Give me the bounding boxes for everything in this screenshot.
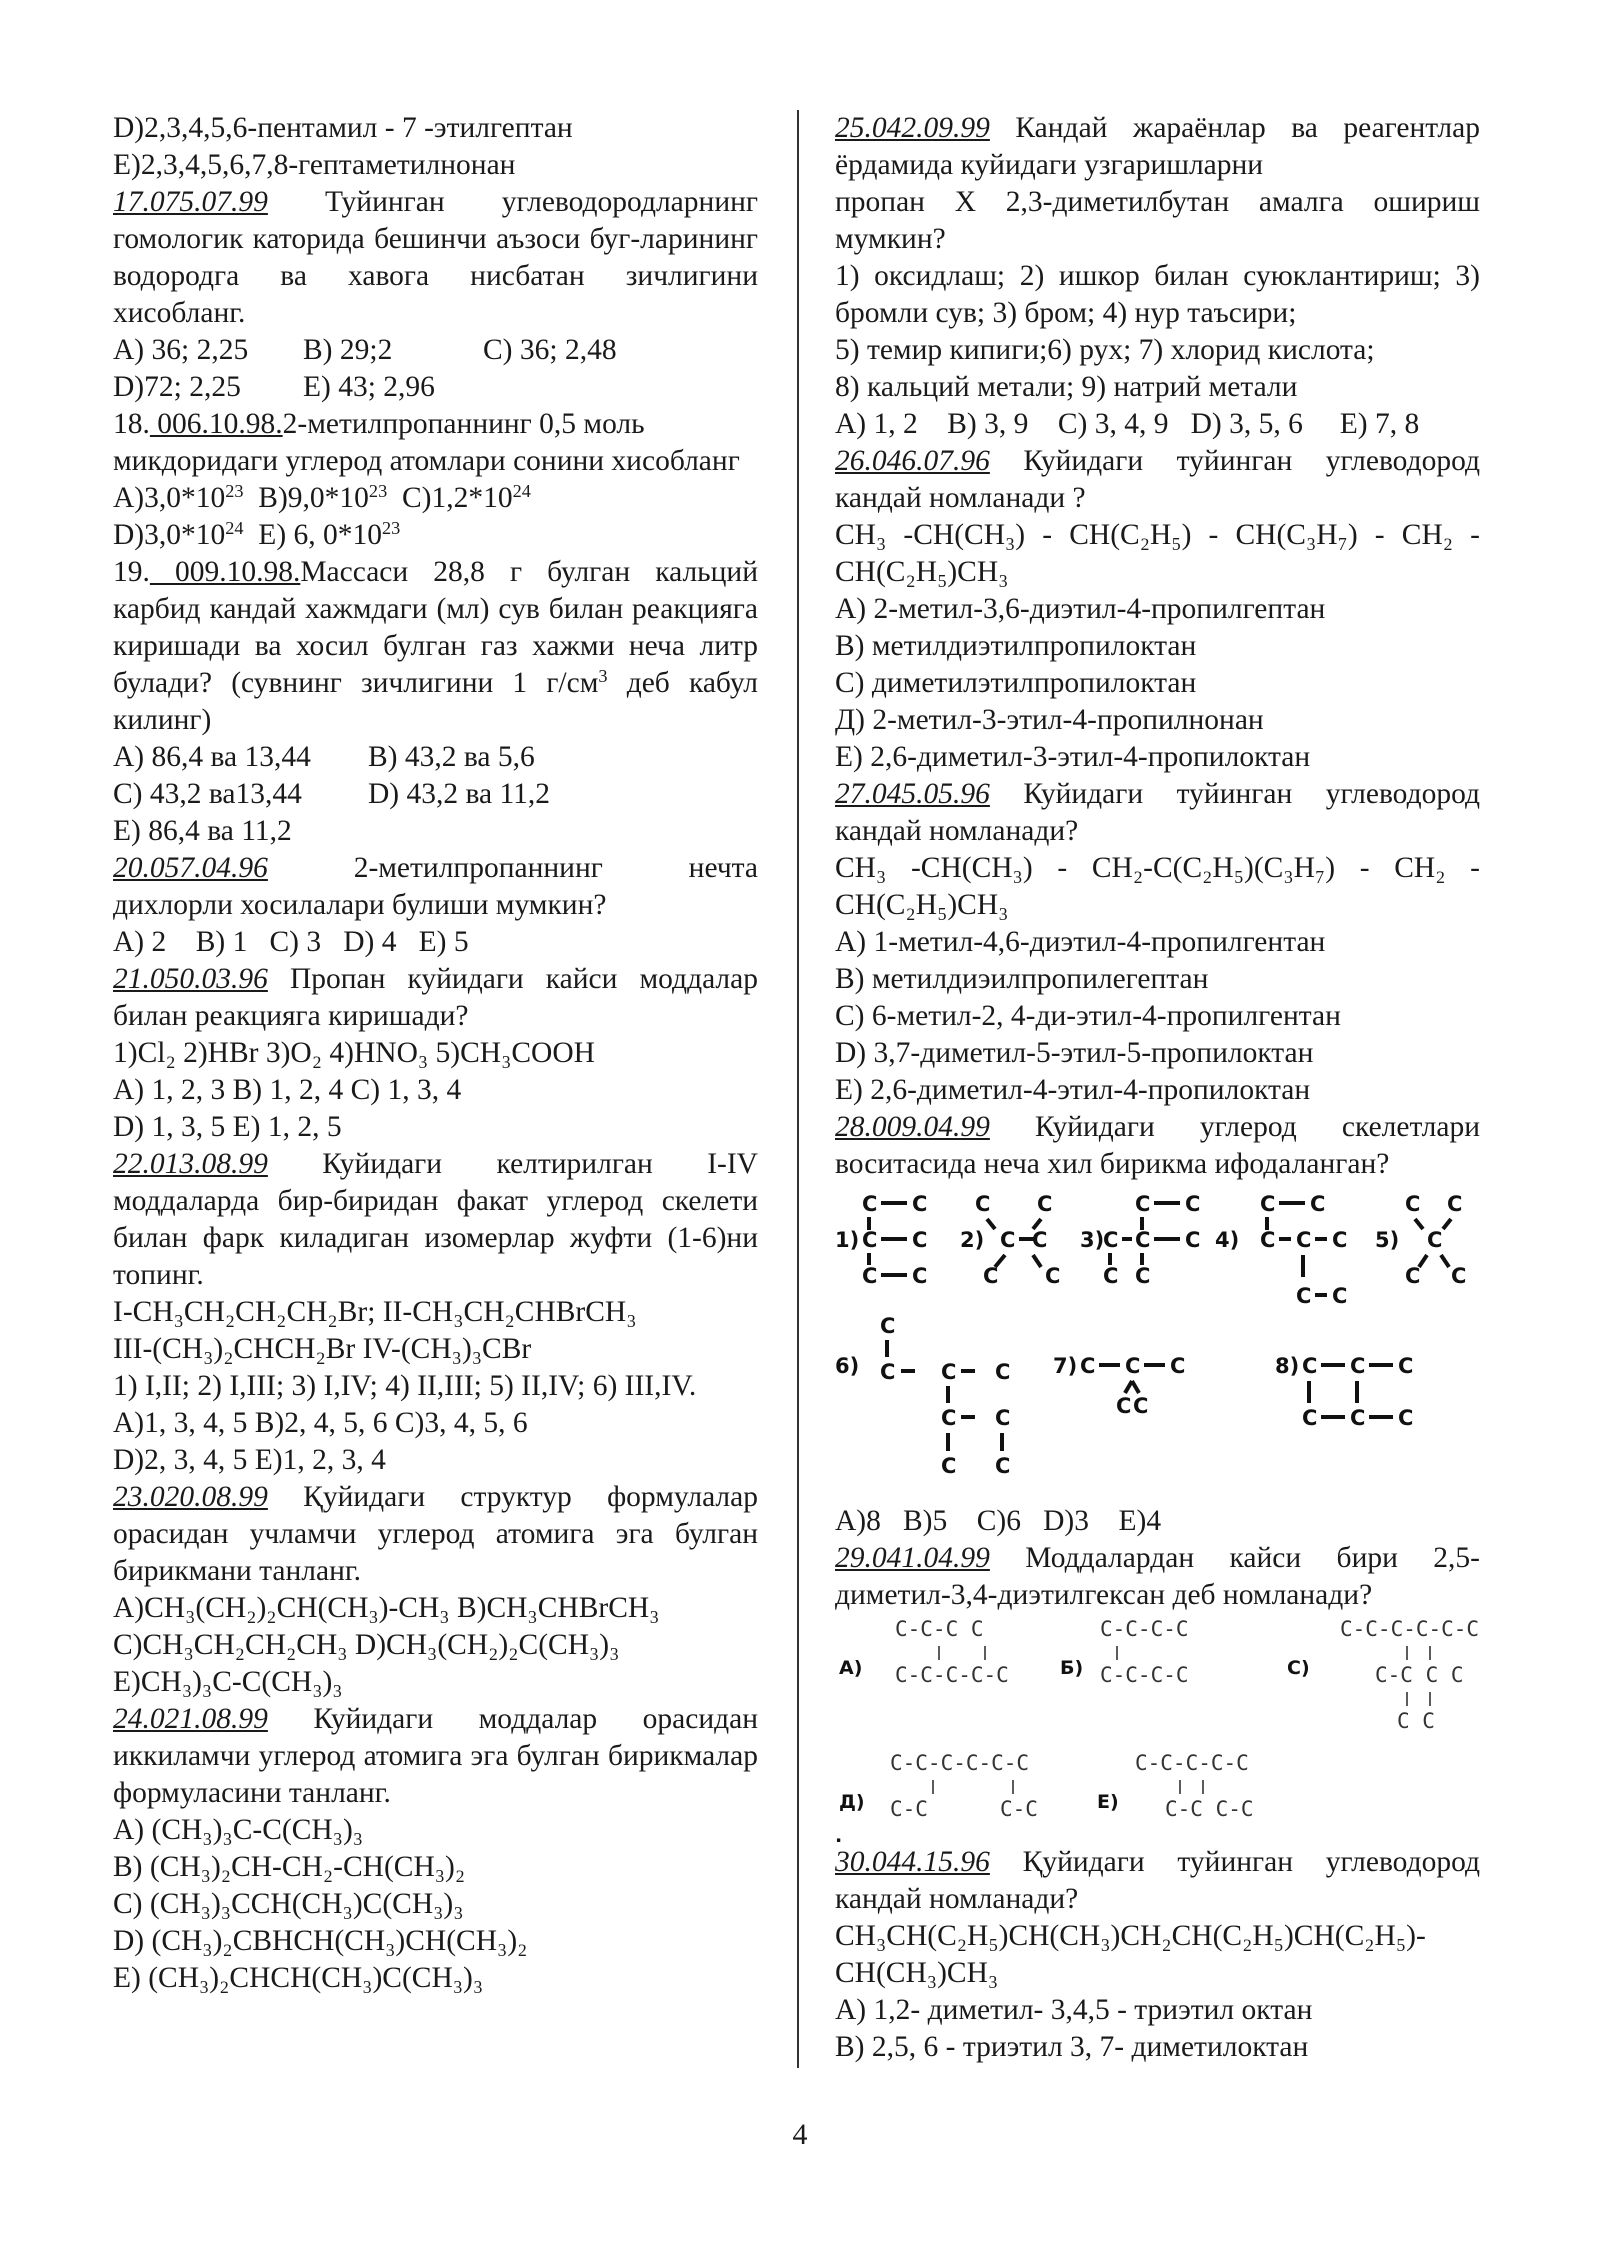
answer-a: A) (CH₃)₃C-C(CH₃)₃ [113, 1814, 364, 1846]
answer-b: B)9,0*10 [258, 482, 369, 514]
carbon-atom: C [1427, 1228, 1443, 1252]
answer-d: D) 3,7-диметил-5-этил-5-пропилоктан [835, 1037, 1314, 1069]
skeleton-label: 1) [835, 1228, 860, 1252]
skeleton-label: 6) [835, 1354, 860, 1378]
carbon-atom: C [941, 1406, 957, 1430]
answer-b: B) 43,2 ва 5,6 [368, 741, 535, 773]
answer-line: A)1, 3, 4, 5 B)2, 4, 5, 6 C)3, 4, 5, 6 [113, 1407, 528, 1439]
carbon-atom: C [1302, 1406, 1318, 1430]
answer-c: C) диметилэтилпропилоктан [835, 667, 1197, 699]
carbon-atom: C [1332, 1228, 1348, 1252]
answer-d: D)3,0*10 [113, 519, 226, 551]
question-23 [113, 1479, 758, 1590]
carbon-atom: C [941, 1454, 957, 1478]
answer-a: A) 1,2- диметил- 3,4,5 - триэтил октан [835, 1994, 1313, 2026]
carbon-atom: C [862, 1228, 878, 1252]
carbon-atom: C [1302, 1354, 1318, 1378]
carbon-chain: C C [1397, 1709, 1435, 1733]
question-text: Моддалардан кайси бири 2,5-диметил-3,4-диэтилгексан деб номланади? [835, 1542, 1480, 1611]
carbon-atom: C [1310, 1192, 1326, 1216]
question-text: 2-метилпропаннинг нечта дихлорли хосилалари булиши мумкин? [113, 852, 766, 921]
structure-options-figure [835, 1614, 1480, 1844]
answer-e: E) 43; 2,96 [303, 371, 435, 403]
answer-line [113, 369, 758, 406]
right-column [835, 110, 1480, 2066]
answer-b: B) (CH₃)₂CH-CH₂-CH(CH₃)₂ [113, 1851, 466, 1883]
question-text-end: деб кабул килинг) [113, 667, 758, 736]
question-17 [113, 184, 758, 332]
carbon-atom: C [1185, 1192, 1201, 1216]
answer-line: C)CH₃CH₂CH₂CH₃ D)CH₃(CH₂)₂C(CH₃)₃ [113, 1629, 620, 1661]
carbon-atom: C [1350, 1354, 1366, 1378]
question-text: 2-метилпропаннинг 0,5 моль микдоридаги углерод атомлари сонини хисобланг [113, 408, 740, 477]
skeleton-label: 8) [1275, 1354, 1300, 1378]
formula-line: CH₃CH(C₂H₅)CH(CH₃)CH₂CH(C₂H₅)CH(C₂H₅)-CH(CH₃)CH₃ [835, 1920, 1426, 1989]
carbon-atom: C [1296, 1228, 1312, 1252]
page-number: 4 [792, 2118, 808, 2151]
question-code: 25.042.09.99 [835, 112, 990, 144]
options-line: 1) оксидлаш; 2) ишкор билан суюклантириш; 3) бромли сув; 3) бром; 4) нур таъсири; [835, 260, 1480, 329]
carbon-atom: C [1032, 1228, 1048, 1252]
carbon-atom: C [880, 1360, 896, 1384]
answer-c: C) 6-метил-2, 4-ди-этил-4-пропилгентан [835, 1000, 1341, 1032]
carbon-chain: C-C-C C [895, 1617, 984, 1641]
question-text: Қуйидаги структур формулалар орасидан учламчи углерод атомига эга булган бирикмани танланг. [113, 1481, 758, 1587]
question-25 [835, 110, 1480, 184]
question-text: Куйидаги туйинган углеводород кандай номланади ? [835, 445, 1480, 514]
answer-line [113, 517, 758, 554]
formula-line: CH₃ -CH(CH₃) - CH(C₂H₅) - CH(C₃H₇) - CH₂ - CH(C₂H₅)CH₃ [835, 519, 1480, 588]
carbon-chain: C-C-C-C-C-C [890, 1751, 1030, 1775]
exponent: 23 [368, 480, 388, 501]
skeleton-label: 2) [960, 1228, 985, 1252]
carbon-atom: C [941, 1360, 957, 1384]
carbon-atom: C [1296, 1284, 1312, 1308]
carbon-chain: C-C [1000, 1797, 1038, 1821]
question-28 [835, 1109, 1480, 1183]
carbon-chain: C-C-C-C-C-C [1340, 1617, 1480, 1641]
carbon-chain: C-C-C-C-C [895, 1663, 1009, 1687]
answer-a: A) 86,4 ва 13,44 [113, 741, 311, 773]
question-text: Куйидаги туйинган углеводород кандай номланади? [835, 778, 1480, 847]
answer-d: Д) 2-метил-3-этил-4-пропилнонан [835, 704, 1264, 736]
carbon-atom: C [1000, 1228, 1016, 1252]
skeleton-label: 7) [1053, 1354, 1078, 1378]
carbon-atom: C [995, 1454, 1011, 1478]
carbon-skeletons-figure [835, 1183, 1480, 1503]
carbon-atom: C [1045, 1264, 1061, 1288]
answer-line: A) 2 B) 1 C) 3 D) 4 E) 5 [113, 926, 469, 958]
carbon-chain: C-C C-C [1165, 1797, 1254, 1821]
carbon-atom: C [1135, 1192, 1151, 1216]
answer-line: E)CH₃)₃C-C(CH₃)₃ [113, 1666, 343, 1698]
answer-b: B) 2,5, 6 - триэтил 3, 7- диметилоктан [835, 2031, 1309, 2063]
answer-d: D)72; 2,25 [113, 371, 241, 403]
question-21 [113, 961, 758, 1035]
question-code: 26.046.07.96 [835, 445, 990, 477]
answer-e: E) (CH₃)₂CHCH(CH₃)C(CH₃)₃ [113, 1962, 484, 1994]
question-18 [113, 406, 758, 480]
carbon-atom: C [1405, 1192, 1421, 1216]
carbon-atom: C [1350, 1406, 1366, 1430]
question-29 [835, 1540, 1480, 1614]
carbon-atom: C [1080, 1354, 1096, 1378]
formula-line: CH₃ -CH(CH₃) - CH₂-C(C₂H₅)(C₃H₇) - CH₂ - CH(C₂H₅)CH₃ [835, 852, 1480, 921]
carbon-atom: C [995, 1360, 1011, 1384]
option-label: E) [1097, 1791, 1119, 1813]
question-text: Қуйидаги туйинган углеводород кандай номланади? [835, 1846, 1480, 1915]
carbon-atom: C [1405, 1264, 1421, 1288]
answer-c: C) (CH₃)₃CCH(CH₃)C(CH₃)₃ [113, 1888, 464, 1920]
carbon-atom: C [1398, 1406, 1414, 1430]
question-text: Массаси 28,8 г булган кальций карбид кандай хажмдаги (мл) сув билан реакцияга киришади ва хосил булган газ хажми неча литр булади? (сувнинг зичлигини 1 г/см [113, 556, 759, 699]
question-22 [113, 1146, 758, 1294]
question-number: 19. [113, 556, 150, 588]
question-code: 29.041.04.99 [835, 1542, 990, 1574]
question-code: 009.10.98. [149, 556, 301, 588]
question-24 [113, 1701, 758, 1812]
question-number: 18. [113, 408, 150, 440]
question-code: 30.044.15.96 [835, 1846, 990, 1878]
option-label: C) [1287, 1657, 1310, 1679]
skeleton-label: 5) [1375, 1228, 1400, 1252]
answer-line [113, 332, 758, 369]
question-30 [835, 1844, 1480, 1918]
carbon-chain: C-C C C [1375, 1663, 1464, 1687]
answer-b: B) метилдиэтилпропилоктан [835, 630, 1197, 662]
question-text: Куйидаги моддалар орасидан иккиламчи углерод атомига эга булган бирикмалар формуласини танланг. [113, 1703, 758, 1809]
question-code: 27.045.05.96 [835, 778, 990, 810]
question-code: 24.021.08.99 [113, 1703, 268, 1735]
option-label: A) [839, 1657, 863, 1679]
answer-line: E) 86,4 ва 11,2 [113, 815, 292, 847]
options-line: 5) темир кипиги;6) рух; 7) хлорид кислота; [835, 334, 1375, 366]
exponent: 24 [225, 517, 244, 538]
carbon-atom: C [1398, 1354, 1414, 1378]
carbon-chain: C-C-C-C [1100, 1663, 1189, 1687]
options-line: 8) кальций метали; 9) натрий метали [835, 371, 1298, 403]
answer-a: A) 1-метил-4,6-диэтил-4-пропилгентан [835, 926, 1326, 958]
question-text: Куйидаги келтирилган I-IV моддаларда бир-биридан факат углерод скелети билан фарк киладиган изомерлар жуфти (1-6)ни топинг. [113, 1148, 758, 1291]
carbon-chain: C-C-C-C [1100, 1617, 1189, 1641]
question-27 [835, 776, 1480, 850]
pairs-line: 1) I,II; 2) I,III; 3) I,IV; 4) II,III; 5) II,IV; 6) III,IV. [113, 1370, 697, 1402]
carbon-atom: C [995, 1406, 1011, 1430]
option-line: E)2,3,4,5,6,7,8-гептаметилнонан [113, 149, 516, 181]
question-code: 28.009.04.99 [835, 1111, 990, 1143]
carbon-atom: C [1451, 1264, 1467, 1288]
carbon-atom: C [1260, 1228, 1276, 1252]
carbon-atom: C [983, 1264, 999, 1288]
skeleton-label: 4) [1215, 1228, 1240, 1252]
formula-line: I-CH₃CH₂CH₂CH₂Br; II-CH₃CH₂CHBrCH₃ [113, 1296, 637, 1328]
question-text: Куйидаги углерод скелетлари воситасида неча хил бирикма ифодаланган? [835, 1111, 1480, 1180]
exponent: 24 [512, 480, 531, 501]
question-code: 17.075.07.99 [113, 186, 268, 218]
left-column [113, 110, 766, 1997]
question-text-line: пропан X 2,3-диметилбутан амалга ошириш мумкин? [835, 186, 1480, 255]
answer-e: E) 2,6-диметил-3-этил-4-пропилоктан [835, 741, 1311, 773]
question-code: 21.050.03.96 [113, 963, 268, 995]
carbon-chain: C-C [890, 1797, 928, 1821]
carbon-atom: C [1185, 1228, 1201, 1252]
carbon-atom: C [880, 1314, 896, 1338]
answer-line [113, 739, 758, 776]
carbon-atom: C [912, 1264, 928, 1288]
question-code: 006.10.98. [149, 408, 283, 440]
answer-line: D) 1, 3, 5 E) 1, 2, 5 [113, 1111, 342, 1143]
formula-line: III-(CH₃)₂CHCH₂Br IV-(CH₃)₃CBr [113, 1333, 532, 1365]
exponent: 3 [598, 665, 608, 686]
carbon-atom: C [1125, 1354, 1141, 1378]
answer-d: D) (CH₃)₂CBHCH(CH₃)CH(CH₃)₂ [113, 1925, 528, 1957]
exponent: 23 [382, 517, 401, 538]
question-code: 20.057.04.96 [113, 852, 268, 884]
carbon-atom: C [862, 1192, 878, 1216]
stray-dot: . [835, 1825, 843, 1844]
carbon-atom: C [1116, 1394, 1132, 1418]
answer-line [113, 480, 758, 517]
question-26 [835, 443, 1480, 517]
question-19 [113, 554, 758, 739]
answer-line: D)2, 3, 4, 5 E)1, 2, 3, 4 [113, 1444, 386, 1476]
carbon-atom: C [1170, 1354, 1186, 1378]
option-label: Б) [1060, 1657, 1084, 1679]
option-line: D)2,3,4,5,6-пентамил - 7 -этилгептан [113, 112, 573, 144]
carbon-atom: C [862, 1264, 878, 1288]
carbon-chain: C-C-C-C-C [1135, 1751, 1249, 1775]
question-text: Пропан куйидаги кайси моддалар билан реакцияга киришади? [113, 963, 758, 1032]
carbon-atom: C [912, 1192, 928, 1216]
answer-a: A) 2-метил-3,6-диэтил-4-пропилгептан [835, 593, 1326, 625]
carbon-atom: C [1447, 1192, 1463, 1216]
answer-line: A) 1, 2 B) 3, 9 C) 3, 4, 9 D) 3, 5, 6 E) 7, 8 [835, 408, 1420, 440]
answer-a: A) 36; 2,25 [113, 334, 249, 366]
answer-e: E) 2,6-диметил-4-этил-4-пропилоктан [835, 1074, 1311, 1106]
answer-c: C) 36; 2,48 [483, 334, 617, 366]
skeleton-label: 3) [1080, 1228, 1105, 1252]
question-code: 22.013.08.99 [113, 1148, 268, 1180]
question-code: 23.020.08.99 [113, 1481, 268, 1513]
answer-line [113, 776, 758, 813]
answer-c: C) 43,2 ва13,44 [113, 778, 302, 810]
carbon-atom: C [1103, 1264, 1119, 1288]
answer-line: A)CH₃(CH₂)₂CH(CH₃)-CH₃ B)CH₃CHBrCH₃ [113, 1592, 660, 1624]
carbon-atom: C [1135, 1264, 1151, 1288]
answer-b: B) 29;2 [303, 334, 393, 366]
carbon-atom: C [1103, 1228, 1119, 1252]
question-20 [113, 850, 766, 924]
carbon-atom: C [1037, 1192, 1053, 1216]
option-label: Д) [839, 1791, 865, 1813]
carbon-atom: C [975, 1192, 991, 1216]
question-text: Туйинган углеводородларнинг гомологик каторида бешинчи аъзоси буг-ларининг водородга ва хавога нисбатан зичлигини хисобланг. [113, 186, 758, 329]
carbon-atom: C [1135, 1228, 1151, 1252]
carbon-atom: C [1133, 1394, 1149, 1418]
answer-b: B) метилдиэилпропилегептан [835, 963, 1209, 995]
column-divider [797, 110, 799, 2068]
answer-c: C)1,2*10 [401, 482, 513, 514]
answer-line: A)8 B)5 C)6 D)3 E)4 [835, 1505, 1162, 1537]
question-text: Кандай жараёнлар ва реагентлар ёрдамида куйидаги узгаришларни [835, 112, 1480, 181]
answer-line: A) 1, 2, 3 B) 1, 2, 4 C) 1, 3, 4 [113, 1074, 462, 1106]
carbon-atom: C [912, 1228, 928, 1252]
answer-d: D) 43,2 ва 11,2 [368, 778, 551, 810]
answer-e: E) 6, 0*10 [258, 519, 383, 551]
exponent: 23 [225, 480, 244, 501]
answer-a: A)3,0*10 [113, 482, 226, 514]
carbon-atom: C [1332, 1284, 1348, 1308]
carbon-atom: C [1260, 1192, 1276, 1216]
reagent-list: 1)Cl₂ 2)HBr 3)O₂ 4)HNO₃ 5)CH₃COOH [113, 1037, 595, 1069]
